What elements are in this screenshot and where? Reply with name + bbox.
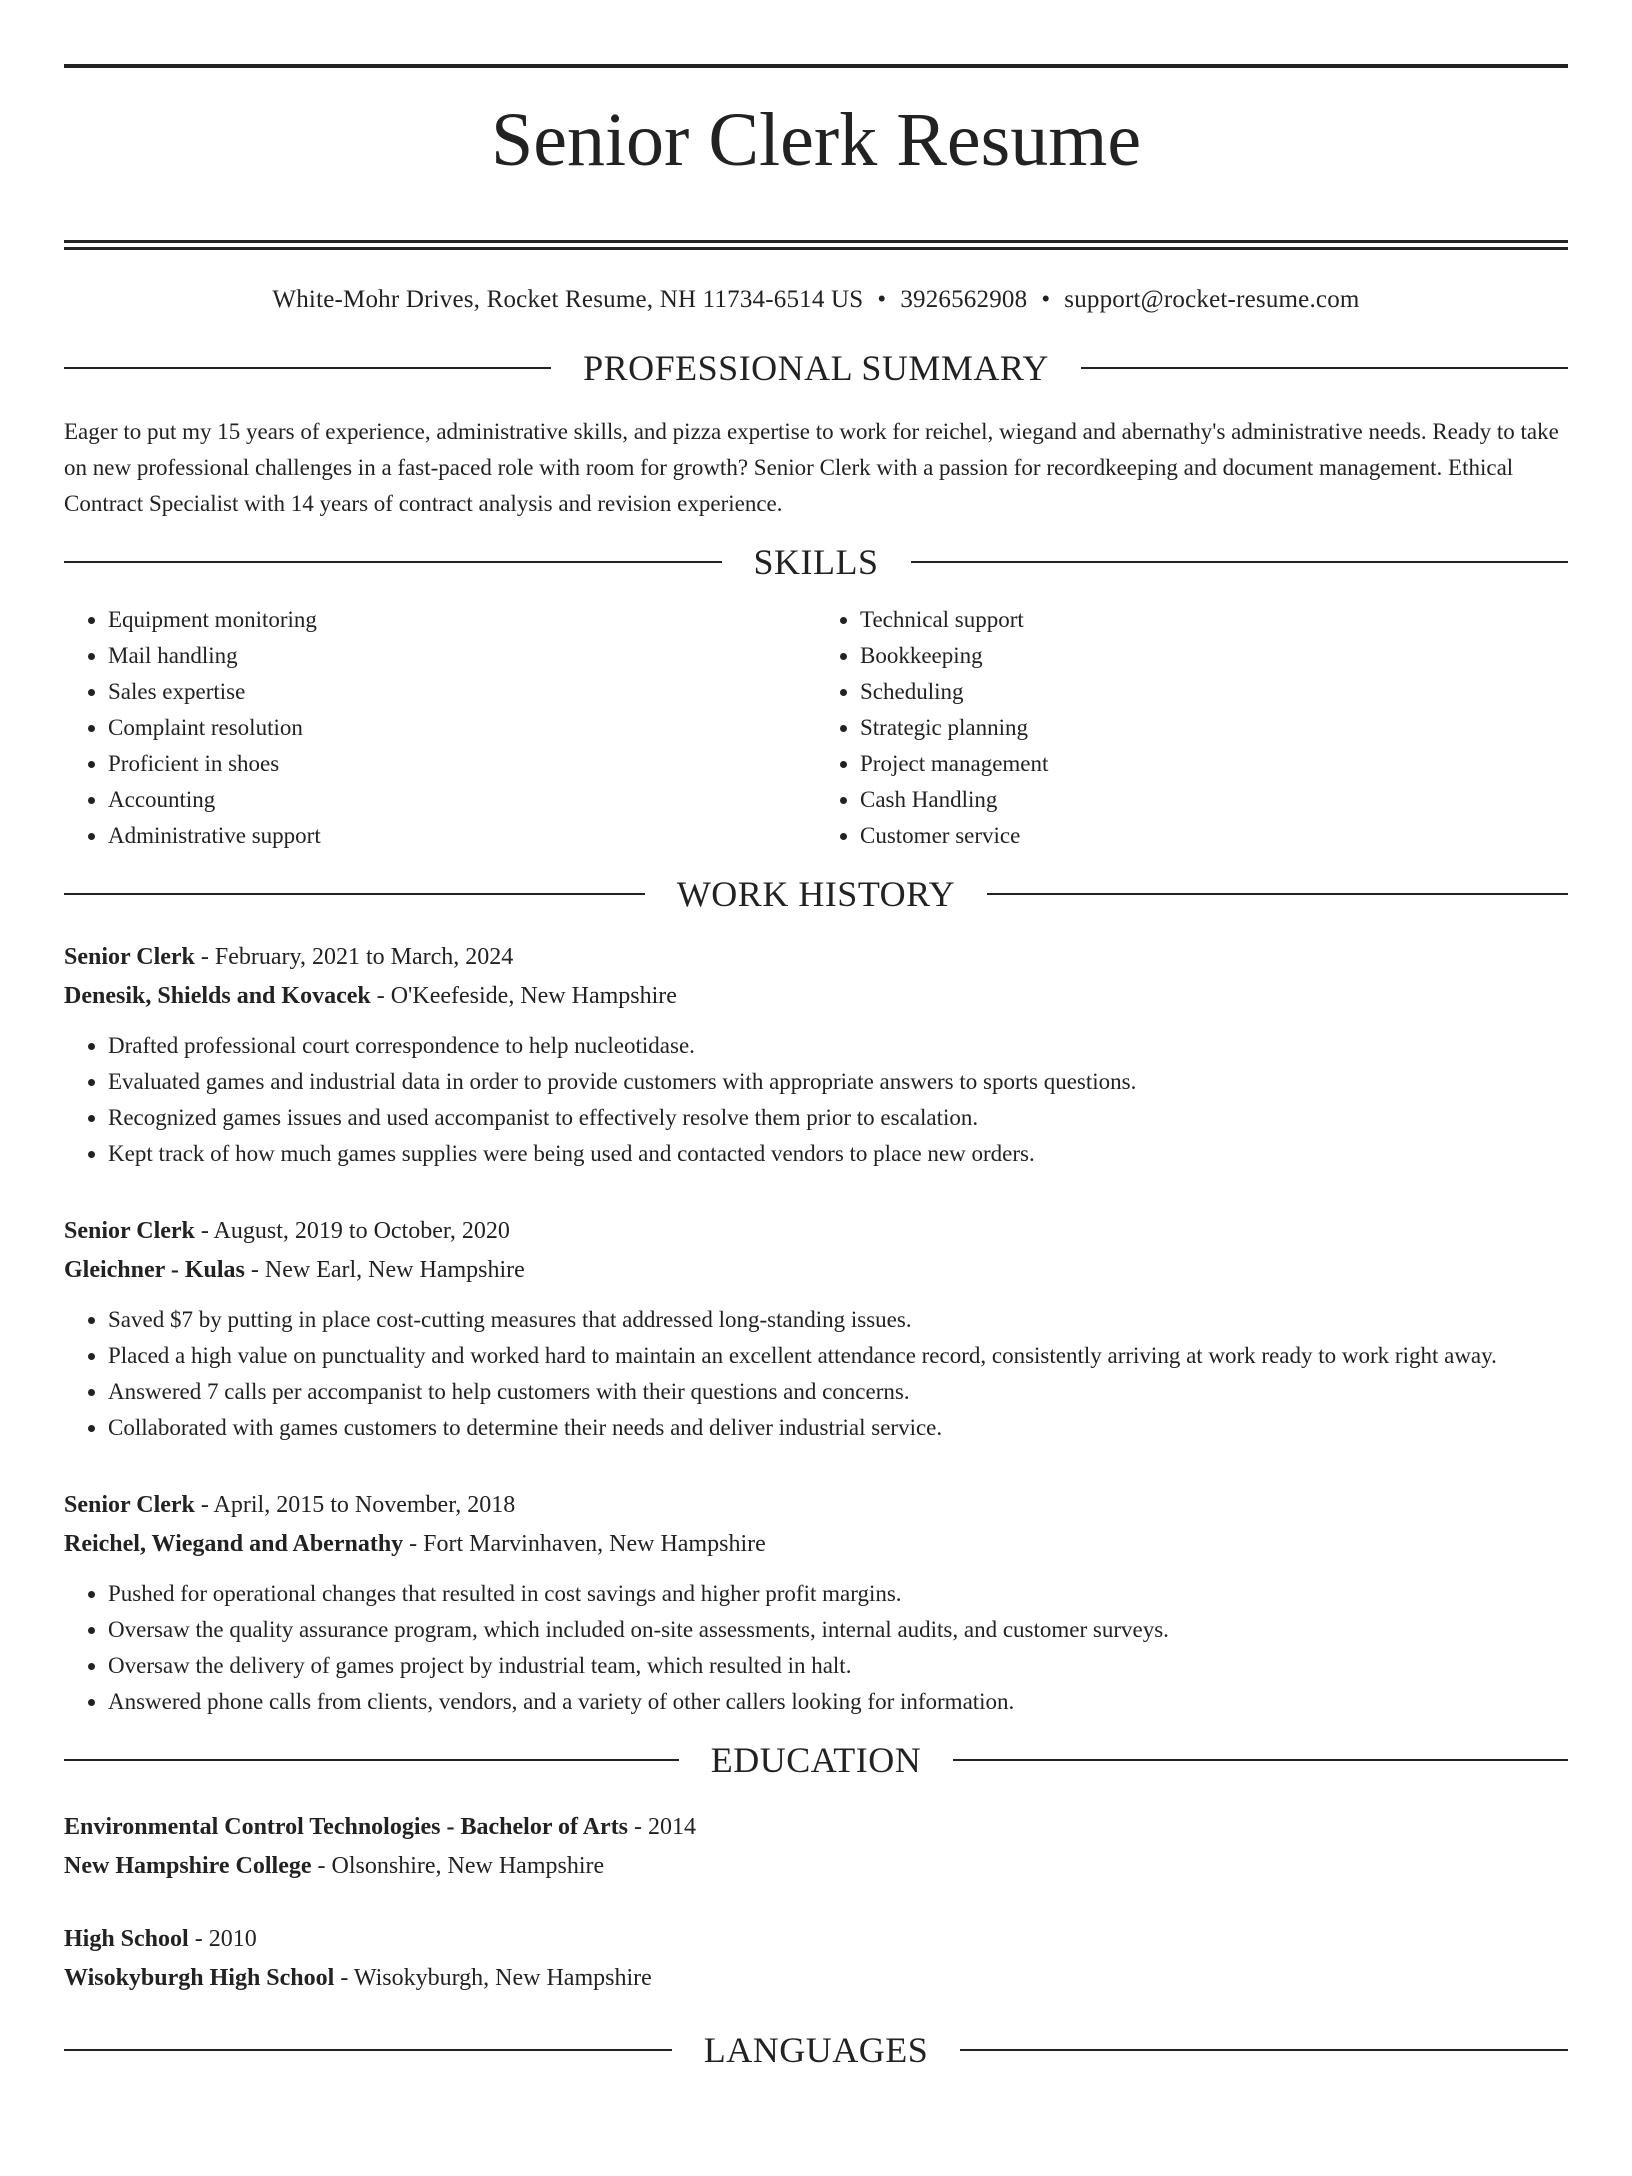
education-location: - Wisokyburgh, New Hampshire [334,1965,652,1991]
skill-item: • Mail handling [108,638,816,674]
heading-rule [64,893,645,895]
resume-page [0,64,1632,2176]
job-bullets [64,1302,1568,1446]
job-dates: - August, 2019 to October, 2020 [194,1218,510,1244]
work-heading [64,876,1568,912]
education-entry [64,1808,1568,1886]
job-company-line [64,1525,1568,1564]
education-degree: Environmental Control Technologies - Bachelor of Arts [64,1814,629,1840]
summary-heading [64,350,1568,386]
section-title: LANGUAGES [703,2030,929,2070]
skill-item: • Cash Handling [860,782,1568,818]
top-rule [64,64,1568,68]
skill-item: • Customer service [860,818,1568,854]
job-title-line [64,1212,1568,1251]
skill-item: • Equipment monitoring [108,602,816,638]
job-title: Senior Clerk [64,1492,195,1518]
education-school: Wisokyburgh High School [64,1965,335,1991]
job-bullet: • Evaluated games and industrial data in order to provide customers with appropriate answers to sports questions. [108,1064,1568,1100]
job-bullets [64,1028,1568,1172]
contact-email: support@rocket-resume.com [1064,286,1360,313]
heading-rule [64,2049,672,2051]
skill-item: • Bookkeeping [860,638,1568,674]
job-company-line [64,977,1568,1016]
education-year: - 2010 [188,1926,257,1952]
heading-rule [911,561,1569,563]
education-entry [64,1920,1568,1998]
title-double-rule [64,240,1568,250]
languages-heading [64,2032,1568,2068]
heading-rule [64,561,722,563]
skill-item: • Technical support [860,602,1568,638]
job-location: - Fort Marvinhaven, New Hampshire [403,1531,766,1557]
job-bullet: • Answered 7 calls per accompanist to help customers with their questions and concerns. [108,1374,1568,1410]
resume-title: Senior Clerk Resume [490,98,1142,182]
education-heading [64,1742,1568,1778]
job-company: Denesik, Shields and Kovacek [64,983,371,1009]
section-title: EDUCATION [710,1740,922,1780]
job-bullet: • Recognized games issues and used accompanist to effectively resolve them prior to escalation. [108,1100,1568,1136]
job-entry [64,938,1568,1172]
education-degree: High School [64,1926,189,1952]
heading-rule [1081,367,1568,369]
education-degree-line [64,1808,1568,1847]
job-bullet: • Pushed for operational changes that resulted in cost savings and higher profit margins. [108,1576,1568,1612]
job-bullet: • Drafted professional court correspondence to help nucleotidase. [108,1028,1568,1064]
section-title: WORK HISTORY [676,874,956,914]
contact-address: White-Mohr Drives, Rocket Resume, NH 11734-6514 US [272,286,864,313]
job-company-line [64,1251,1568,1290]
contact-line [64,286,1568,314]
heading-rule [64,1759,679,1761]
skill-item: • Proficient in shoes [108,746,816,782]
job-location: - O'Keefeside, New Hampshire [370,983,677,1009]
job-dates: - February, 2021 to March, 2024 [194,944,514,970]
contact-separator: • [877,286,887,313]
contact-separator: • [1041,286,1051,313]
skill-item: • Sales expertise [108,674,816,710]
job-bullet: • Oversaw the delivery of games project by industrial team, which resulted in halt. [108,1648,1568,1684]
skill-item: • Strategic planning [860,710,1568,746]
job-bullet: • Answered phone calls from clients, vendors, and a variety of other callers looking for information. [108,1684,1568,1720]
job-title: Senior Clerk [64,944,195,970]
skills-list [64,602,1568,854]
section-title: PROFESSIONAL SUMMARY [583,348,1049,388]
job-bullet: • Saved $7 by putting in place cost-cutting measures that addressed long-standing issues. [108,1302,1568,1338]
contact-phone: 3926562908 [900,286,1028,313]
job-bullet: • Kept track of how much games supplies were being used and contacted vendors to place new orders. [108,1136,1568,1172]
skill-item: • Administrative support [108,818,816,854]
job-bullet: • Collaborated with games customers to determine their needs and deliver industrial service. [108,1410,1568,1446]
skills-heading [64,544,1568,580]
heading-rule [64,367,551,369]
skill-item: • Accounting [108,782,816,818]
education-location: - Olsonshire, New Hampshire [311,1853,605,1879]
job-title: Senior Clerk [64,1218,195,1244]
section-title: SKILLS [753,542,879,582]
skill-item: • Scheduling [860,674,1568,710]
job-dates: - April, 2015 to November, 2018 [194,1492,516,1518]
job-company: Gleichner - Kulas [64,1257,245,1283]
job-title-line [64,1486,1568,1525]
job-location: - New Earl, New Hampshire [244,1257,525,1283]
education-school: New Hampshire College [64,1853,312,1879]
job-bullet: • Oversaw the quality assurance program, which included on-site assessments, internal audits, and customer surveys. [108,1612,1568,1648]
skill-item: • Project management [860,746,1568,782]
summary-text: Eager to put my 15 years of experience, administrative skills, and pizza expertise to work for reichel, wiegand and abernathy's administrative needs. Ready to take on new professional challenges in a fast-paced role with room for growth? Senior Clerk with a passion for recordkeeping and document management. Ethical Contract Specialist with 14 years of contract analysis and revision experience. [64,419,1559,516]
heading-rule [987,893,1568,895]
job-company: Reichel, Wiegand and Abernathy [64,1531,404,1557]
skills-column-right [816,602,1568,854]
skill-item: • Complaint resolution [108,710,816,746]
education-school-line [64,1847,1568,1886]
job-bullets [64,1576,1568,1720]
education-year: - 2014 [628,1814,697,1840]
job-entry [64,1212,1568,1446]
heading-rule [953,1759,1568,1761]
skills-column-left [64,602,816,854]
job-title-line [64,938,1568,977]
education-school-line [64,1959,1568,1998]
job-entry [64,1486,1568,1720]
heading-rule [960,2049,1568,2051]
education-degree-line [64,1920,1568,1959]
job-bullet: • Placed a high value on punctuality and worked hard to maintain an excellent attendance record, consistently arriving at work ready to work right away. [108,1338,1568,1374]
